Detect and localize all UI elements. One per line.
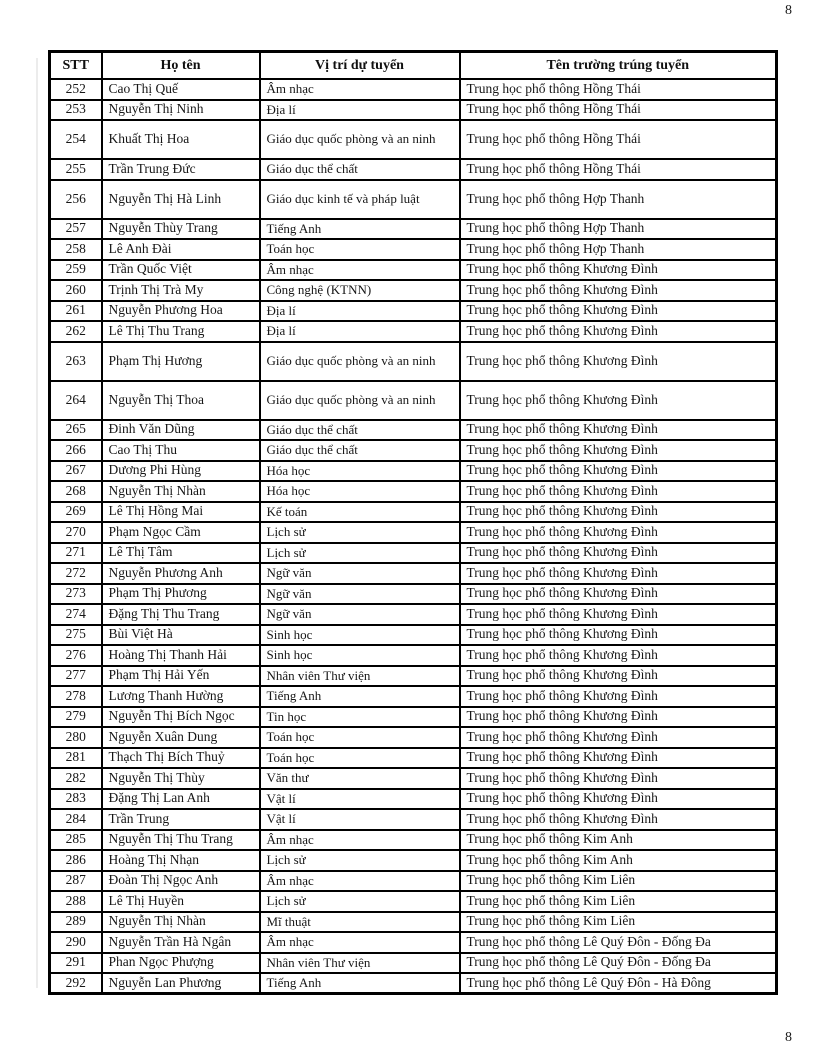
cell-position: Hóa học (260, 461, 460, 482)
cell-position: Giáo dục thể chất (260, 159, 460, 180)
cell-school: Trung học phổ thông Khương Đình (460, 666, 777, 687)
table-row (50, 522, 777, 543)
cell-stt: 280 (50, 727, 102, 748)
cell-name: Nguyễn Thị Thoa (102, 381, 260, 420)
cell-position: Âm nhạc (260, 260, 460, 281)
cell-stt: 284 (50, 809, 102, 830)
cell-stt: 269 (50, 502, 102, 523)
cell-school: Trung học phổ thông Lê Quý Đôn - Đống Đa (460, 953, 777, 974)
page-number-bottom: 8 (785, 1030, 792, 1045)
cell-stt: 253 (50, 100, 102, 121)
cell-stt: 291 (50, 953, 102, 974)
cell-name: Phan Ngọc Phượng (102, 953, 260, 974)
cell-school: Trung học phổ thông Lê Quý Đôn - Hà Đông (460, 973, 777, 994)
cell-school: Trung học phổ thông Khương Đình (460, 342, 777, 381)
cell-stt: 257 (50, 219, 102, 240)
cell-name: Hoàng Thị Nhạn (102, 850, 260, 871)
cell-position: Giáo dục kinh tế và pháp luật (260, 180, 460, 219)
cell-name: Nguyễn Thị Nhàn (102, 481, 260, 502)
column-header-3: Tên trường trúng tuyển (460, 52, 777, 80)
cell-position: Lịch sử (260, 891, 460, 912)
table-row (50, 481, 777, 502)
cell-name: Thạch Thị Bích Thuỷ (102, 748, 260, 769)
scan-artifact-line (36, 58, 38, 988)
table-header (50, 52, 777, 80)
cell-school: Trung học phổ thông Khương Đình (460, 768, 777, 789)
table-row (50, 420, 777, 441)
table-body (50, 79, 777, 994)
cell-position: Giáo dục quốc phòng và an ninh (260, 120, 460, 159)
cell-name: Nguyễn Thị Nhàn (102, 912, 260, 933)
cell-school: Trung học phổ thông Khương Đình (460, 645, 777, 666)
cell-name: Trần Trung Đức (102, 159, 260, 180)
cell-position: Địa lí (260, 301, 460, 322)
cell-school: Trung học phổ thông Khương Đình (460, 420, 777, 441)
cell-name: Đinh Văn Dũng (102, 420, 260, 441)
cell-school: Trung học phổ thông Khương Đình (460, 625, 777, 646)
cell-school: Trung học phổ thông Hợp Thanh (460, 180, 777, 219)
cell-name: Nguyễn Thị Thùy (102, 768, 260, 789)
cell-school: Trung học phổ thông Khương Đình (460, 604, 777, 625)
cell-position: Sinh học (260, 645, 460, 666)
cell-stt: 260 (50, 280, 102, 301)
cell-position: Giáo dục thể chất (260, 420, 460, 441)
cell-name: Nguyễn Lan Phương (102, 973, 260, 994)
table-row (50, 789, 777, 810)
cell-school: Trung học phổ thông Lê Quý Đôn - Đống Đa (460, 932, 777, 953)
table-row (50, 502, 777, 523)
cell-name: Cao Thị Quế (102, 79, 260, 100)
cell-school: Trung học phổ thông Khương Đình (460, 280, 777, 301)
cell-school: Trung học phổ thông Khương Đình (460, 260, 777, 281)
table-row (50, 809, 777, 830)
cell-stt: 266 (50, 440, 102, 461)
table-row (50, 953, 777, 974)
cell-stt: 276 (50, 645, 102, 666)
table-row (50, 932, 777, 953)
cell-school: Trung học phổ thông Hồng Thái (460, 120, 777, 159)
cell-name: Phạm Ngọc Cầm (102, 522, 260, 543)
table-header-row (50, 52, 777, 80)
table-row (50, 871, 777, 892)
cell-stt: 262 (50, 321, 102, 342)
cell-stt: 268 (50, 481, 102, 502)
page-number-top: 8 (785, 3, 792, 18)
table-row (50, 280, 777, 301)
cell-stt: 265 (50, 420, 102, 441)
cell-stt: 285 (50, 830, 102, 851)
table-row (50, 645, 777, 666)
table-row (50, 301, 777, 322)
cell-school: Trung học phổ thông Khương Đình (460, 789, 777, 810)
cell-position: Ngữ văn (260, 604, 460, 625)
cell-stt: 274 (50, 604, 102, 625)
cell-school: Trung học phổ thông Kim Liên (460, 891, 777, 912)
cell-stt: 259 (50, 260, 102, 281)
cell-name: Trần Trung (102, 809, 260, 830)
cell-name: Lê Thị Thu Trang (102, 321, 260, 342)
cell-stt: 271 (50, 543, 102, 564)
column-header-0: STT (50, 52, 102, 80)
cell-stt: 270 (50, 522, 102, 543)
table-row (50, 342, 777, 381)
cell-name: Nguyễn Thị Thu Trang (102, 830, 260, 851)
cell-position: Văn thư (260, 768, 460, 789)
cell-name: Nguyễn Thị Hà Linh (102, 180, 260, 219)
cell-stt: 272 (50, 563, 102, 584)
table-row (50, 625, 777, 646)
table-row (50, 604, 777, 625)
cell-name: Lê Thị Huyền (102, 891, 260, 912)
cell-position: Địa lí (260, 100, 460, 121)
table-row (50, 120, 777, 159)
cell-position: Kế toán (260, 502, 460, 523)
cell-stt: 283 (50, 789, 102, 810)
cell-school: Trung học phổ thông Hợp Thanh (460, 219, 777, 240)
table-row (50, 584, 777, 605)
table-row (50, 461, 777, 482)
cell-school: Trung học phổ thông Khương Đình (460, 301, 777, 322)
table-row (50, 912, 777, 933)
cell-school: Trung học phổ thông Kim Liên (460, 912, 777, 933)
table-row (50, 830, 777, 851)
admission-results-table (48, 50, 778, 995)
cell-position: Lịch sử (260, 543, 460, 564)
cell-position: Sinh học (260, 625, 460, 646)
table-row (50, 239, 777, 260)
cell-position: Tin học (260, 707, 460, 728)
cell-school: Trung học phổ thông Khương Đình (460, 563, 777, 584)
cell-position: Toán học (260, 748, 460, 769)
cell-school: Trung học phổ thông Khương Đình (460, 502, 777, 523)
cell-stt: 281 (50, 748, 102, 769)
cell-name: Đặng Thị Thu Trang (102, 604, 260, 625)
cell-stt: 267 (50, 461, 102, 482)
table-row (50, 219, 777, 240)
cell-school: Trung học phổ thông Khương Đình (460, 481, 777, 502)
cell-position: Ngữ văn (260, 563, 460, 584)
cell-school: Trung học phổ thông Khương Đình (460, 522, 777, 543)
cell-name: Nguyễn Thùy Trang (102, 219, 260, 240)
cell-stt: 290 (50, 932, 102, 953)
table-row (50, 563, 777, 584)
cell-name: Nguyễn Trần Hà Ngân (102, 932, 260, 953)
cell-school: Trung học phổ thông Khương Đình (460, 543, 777, 564)
cell-position: Tiếng Anh (260, 686, 460, 707)
column-header-1: Họ tên (102, 52, 260, 80)
cell-stt: 263 (50, 342, 102, 381)
cell-position: Công nghệ (KTNN) (260, 280, 460, 301)
cell-school: Trung học phổ thông Kim Anh (460, 850, 777, 871)
cell-name: Dương Phi Hùng (102, 461, 260, 482)
table-row (50, 973, 777, 994)
cell-stt: 273 (50, 584, 102, 605)
cell-stt: 255 (50, 159, 102, 180)
cell-stt: 279 (50, 707, 102, 728)
cell-name: Nguyễn Phương Anh (102, 563, 260, 584)
cell-name: Đoàn Thị Ngọc Anh (102, 871, 260, 892)
cell-school: Trung học phổ thông Khương Đình (460, 584, 777, 605)
cell-name: Nguyễn Thị Ninh (102, 100, 260, 121)
cell-position: Mĩ thuật (260, 912, 460, 933)
cell-name: Lê Anh Đài (102, 239, 260, 260)
table-row (50, 260, 777, 281)
cell-stt: 256 (50, 180, 102, 219)
cell-name: Nguyễn Xuân Dung (102, 727, 260, 748)
cell-position: Tiếng Anh (260, 973, 460, 994)
cell-school: Trung học phổ thông Hợp Thanh (460, 239, 777, 260)
table-row (50, 850, 777, 871)
table-row (50, 321, 777, 342)
cell-name: Đặng Thị Lan Anh (102, 789, 260, 810)
table-row (50, 79, 777, 100)
cell-position: Toán học (260, 727, 460, 748)
cell-position: Âm nhạc (260, 79, 460, 100)
cell-stt: 258 (50, 239, 102, 260)
cell-name: Hoàng Thị Thanh Hải (102, 645, 260, 666)
cell-stt: 288 (50, 891, 102, 912)
cell-school: Trung học phổ thông Khương Đình (460, 727, 777, 748)
cell-stt: 277 (50, 666, 102, 687)
cell-stt: 254 (50, 120, 102, 159)
cell-school: Trung học phổ thông Khương Đình (460, 461, 777, 482)
cell-stt: 275 (50, 625, 102, 646)
cell-name: Bùi Việt Hà (102, 625, 260, 646)
cell-school: Trung học phổ thông Kim Liên (460, 871, 777, 892)
cell-name: Khuất Thị Hoa (102, 120, 260, 159)
table-row (50, 768, 777, 789)
cell-school: Trung học phổ thông Khương Đình (460, 707, 777, 728)
cell-position: Vật lí (260, 809, 460, 830)
cell-stt: 286 (50, 850, 102, 871)
table-row (50, 543, 777, 564)
cell-school: Trung học phổ thông Hồng Thái (460, 159, 777, 180)
cell-school: Trung học phổ thông Khương Đình (460, 809, 777, 830)
cell-stt: 289 (50, 912, 102, 933)
table-row (50, 707, 777, 728)
cell-stt: 278 (50, 686, 102, 707)
table-row (50, 440, 777, 461)
cell-stt: 261 (50, 301, 102, 322)
cell-stt: 287 (50, 871, 102, 892)
cell-name: Phạm Thị Phương (102, 584, 260, 605)
cell-stt: 292 (50, 973, 102, 994)
cell-school: Trung học phổ thông Hồng Thái (460, 100, 777, 121)
cell-position: Giáo dục thể chất (260, 440, 460, 461)
cell-position: Giáo dục quốc phòng và an ninh (260, 381, 460, 420)
cell-school: Trung học phổ thông Khương Đình (460, 686, 777, 707)
table-row (50, 748, 777, 769)
cell-school: Trung học phổ thông Khương Đình (460, 440, 777, 461)
cell-name: Lê Thị Hồng Mai (102, 502, 260, 523)
table-row (50, 666, 777, 687)
cell-position: Tiếng Anh (260, 219, 460, 240)
cell-position: Địa lí (260, 321, 460, 342)
cell-position: Hóa học (260, 481, 460, 502)
cell-name: Lê Thị Tâm (102, 543, 260, 564)
column-header-2: Vị trí dự tuyển (260, 52, 460, 80)
cell-stt: 252 (50, 79, 102, 100)
cell-name: Lương Thanh Hường (102, 686, 260, 707)
cell-school: Trung học phổ thông Khương Đình (460, 381, 777, 420)
cell-school: Trung học phổ thông Hồng Thái (460, 79, 777, 100)
table-row (50, 686, 777, 707)
cell-name: Nguyễn Phương Hoa (102, 301, 260, 322)
cell-name: Phạm Thị Hải Yến (102, 666, 260, 687)
cell-name: Trịnh Thị Trà My (102, 280, 260, 301)
cell-position: Giáo dục quốc phòng và an ninh (260, 342, 460, 381)
cell-stt: 282 (50, 768, 102, 789)
cell-position: Toán học (260, 239, 460, 260)
cell-school: Trung học phổ thông Khương Đình (460, 748, 777, 769)
cell-name: Phạm Thị Hương (102, 342, 260, 381)
cell-position: Ngữ văn (260, 584, 460, 605)
table-row (50, 891, 777, 912)
cell-position: Nhân viên Thư viện (260, 666, 460, 687)
cell-position: Âm nhạc (260, 871, 460, 892)
cell-position: Âm nhạc (260, 932, 460, 953)
table-row (50, 381, 777, 420)
cell-position: Âm nhạc (260, 830, 460, 851)
cell-position: Nhân viên Thư viện (260, 953, 460, 974)
table-row (50, 100, 777, 121)
table-row (50, 180, 777, 219)
cell-position: Lịch sử (260, 522, 460, 543)
cell-name: Cao Thị Thu (102, 440, 260, 461)
cell-school: Trung học phổ thông Khương Đình (460, 321, 777, 342)
cell-position: Lịch sử (260, 850, 460, 871)
table-row (50, 727, 777, 748)
cell-name: Nguyễn Thị Bích Ngọc (102, 707, 260, 728)
table-row (50, 159, 777, 180)
cell-name: Trần Quốc Việt (102, 260, 260, 281)
cell-school: Trung học phổ thông Kim Anh (460, 830, 777, 851)
cell-position: Vật lí (260, 789, 460, 810)
cell-stt: 264 (50, 381, 102, 420)
